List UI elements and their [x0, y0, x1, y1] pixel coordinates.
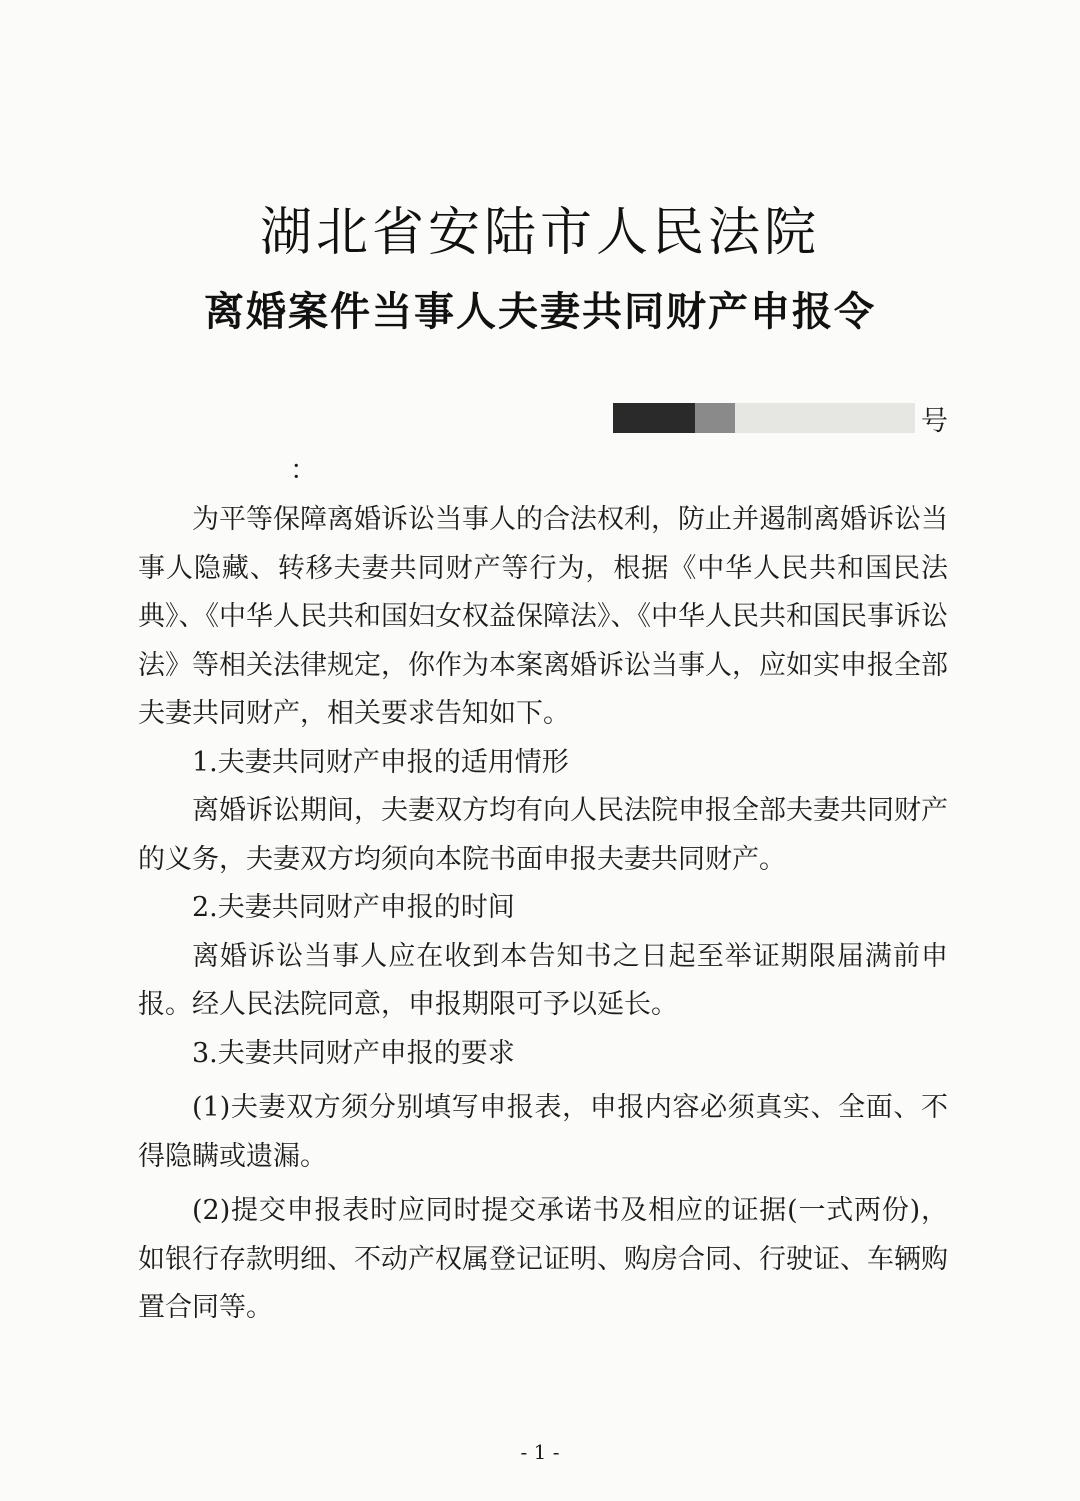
case-number-suffix: 号	[921, 405, 948, 437]
redaction-block	[735, 403, 915, 433]
redaction-block	[613, 403, 695, 433]
document-body	[138, 496, 948, 1333]
requirement-item-2: (2)提交申报表时应同时提交承诺书及相应的证据(一式两份)，如银行存款明细、不动产权属登记证明、购房合同、行驶证、车辆购置合同等。	[138, 1195, 948, 1323]
case-number	[613, 398, 948, 438]
redaction-block	[695, 403, 735, 433]
paragraph-section-1: 离婚诉讼期间，夫妻双方均有向人民法院申报全部夫妻共同财产的义务，夫妻双方均须向本院书面申报夫妻共同财产。	[138, 795, 948, 875]
document-title: 离婚案件当事人夫妻共同财产申报令	[204, 289, 876, 335]
section-heading-3: 3.夫妻共同财产申报的要求	[192, 1037, 515, 1069]
requirement-item-1: (1)夫妻双方须分别填写申报表，申报内容必须真实、全面、不得隐瞒或遗漏。	[138, 1092, 948, 1172]
court-name-title: 湖北省安陆市人民法院	[259, 203, 820, 263]
section-heading-1: 1.夫妻共同财产申报的适用情形	[192, 746, 569, 778]
paragraph-intro: 为平等保障离婚诉讼当事人的合法权利，防止并遏制离婚诉讼当事人隐藏、转移夫妻共同财产等行为，根据《中华人民共和国民法典》、《中华人民共和国妇女权益保障法》、《中华人民共和国民事诉讼法》等相关法律规定，你作为本案离婚诉讼当事人，应如实申报全部夫妻共同财产，相关要求告知如下。	[138, 504, 948, 729]
paragraph-section-2: 离婚诉讼当事人应在收到本告知书之日起至举证期限届满前申报。经人民法院同意，申报期限可予以延长。	[138, 940, 948, 1020]
page-number: - 1 -	[520, 1440, 560, 1464]
section-heading-2: 2.夫妻共同财产申报的时间	[192, 892, 515, 923]
addressee-line: ：	[290, 455, 317, 486]
